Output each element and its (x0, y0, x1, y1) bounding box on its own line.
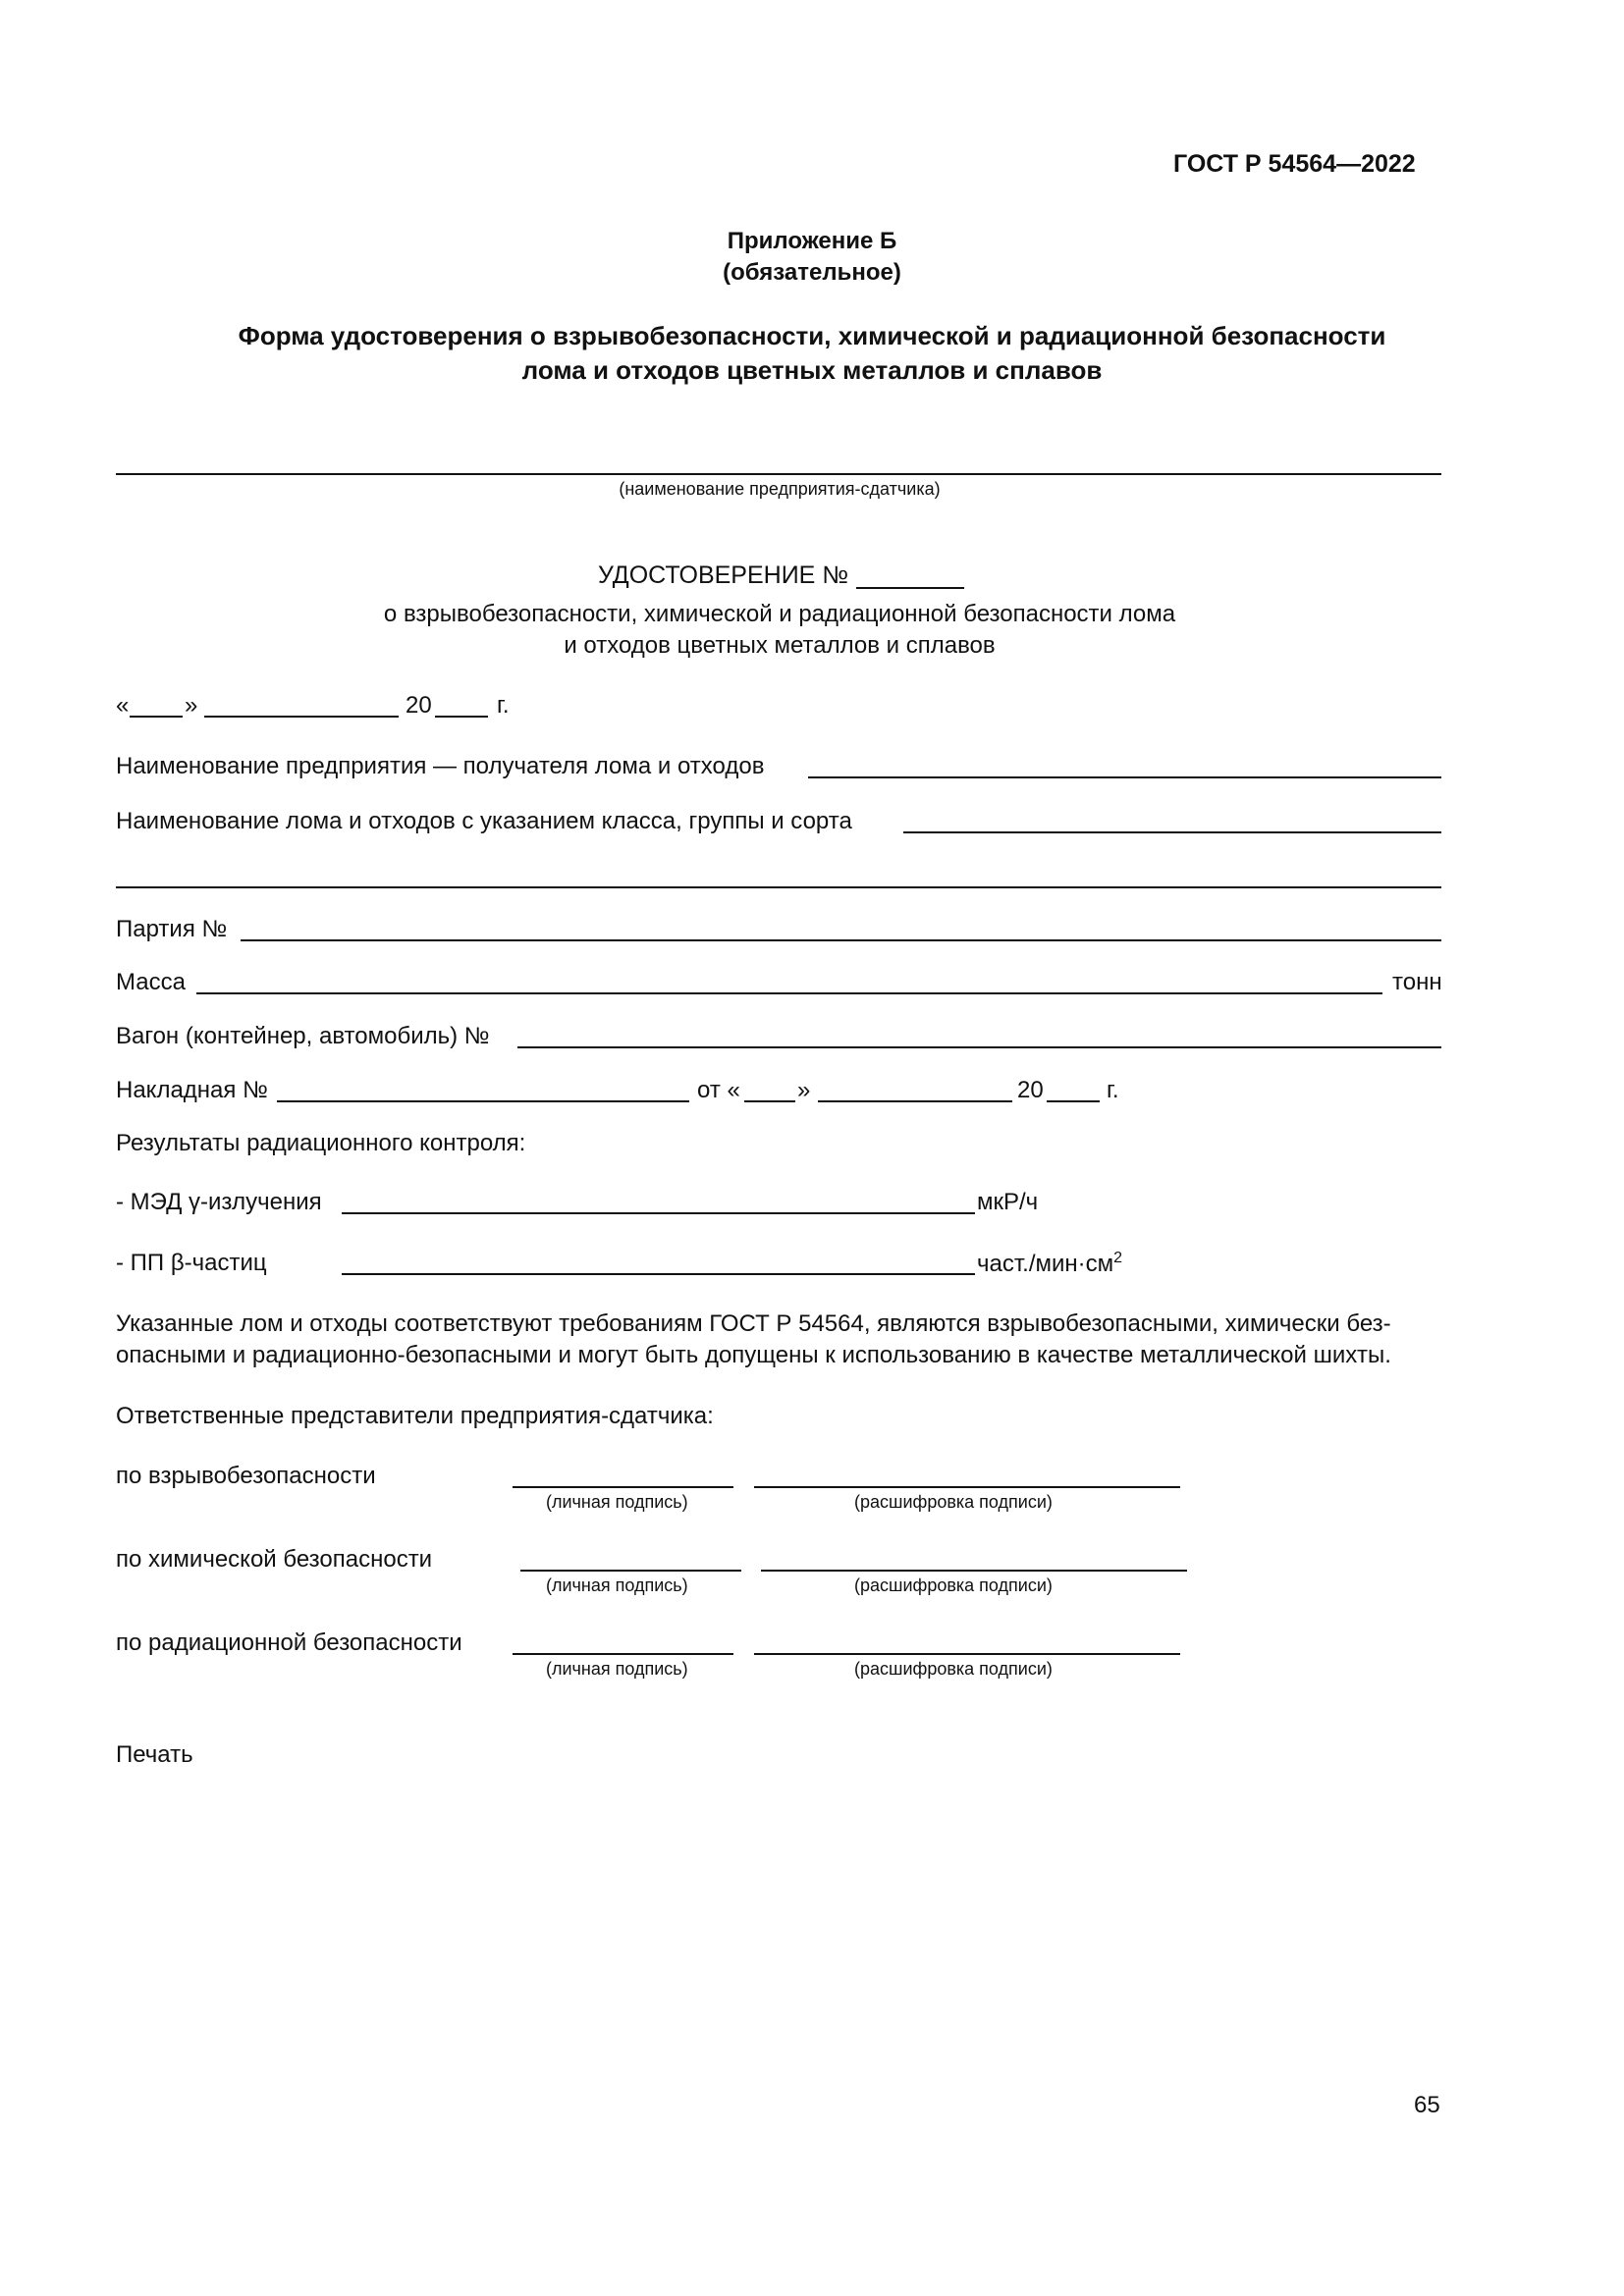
invoice-number-line[interactable] (277, 1100, 689, 1102)
mass-label: Масса (116, 969, 186, 995)
beta-label: - ПП β-частиц (116, 1250, 267, 1276)
date-year-suffix: г. (497, 692, 510, 719)
gamma-unit: мкР/ч (977, 1189, 1039, 1215)
signature-line[interactable] (513, 1653, 733, 1655)
batch-label: Партия № (116, 916, 228, 942)
batch-line[interactable] (241, 939, 1441, 941)
beta-line[interactable] (342, 1273, 975, 1275)
wagon-line[interactable] (517, 1046, 1441, 1048)
conformity-line1: Указанные лом и отходы соответствуют требованиям ГОСТ Р 54564, являются взрывобезопасными, химически без- (116, 1310, 1391, 1337)
supplier-caption: (наименование предприятия-сдатчика) (619, 479, 941, 499)
signature-caption: (личная подпись) (546, 1575, 688, 1595)
form-title-line2: лома и отходов цветных металлов и сплавов (521, 355, 1103, 385)
recipient-label: Наименование предприятия — получателя лома и отходов (116, 753, 765, 779)
signature-caption: (личная подпись) (546, 1492, 688, 1512)
stamp-label: Печать (116, 1741, 193, 1768)
invoice-year-suffix: г. (1107, 1077, 1119, 1103)
signature-line[interactable] (520, 1570, 741, 1572)
supplier-name-line[interactable] (116, 473, 1441, 475)
date-quote-open: « (116, 692, 130, 719)
date-year-prefix: 20 (406, 692, 432, 719)
invoice-year-line[interactable] (1047, 1100, 1100, 1102)
representatives-title: Ответственные представители предприятия-сдатчика: (116, 1403, 714, 1429)
radiation-title: Результаты радиационного контроля: (116, 1130, 526, 1156)
decode-caption: (расшифровка подписи) (854, 1492, 1053, 1512)
form-title-line1: Форма удостоверения о взрывобезопасности, химической и радиационной безопасности (238, 321, 1386, 350)
invoice-label: Накладная № (116, 1077, 268, 1103)
conformity-line2: опасными и радиационно-безопасными и могут быть допущены к использованию в качестве металлической шихты. (116, 1342, 1391, 1368)
rep-label-radiation: по радиационной безопасности (116, 1629, 462, 1656)
scrap-name-line[interactable] (903, 831, 1441, 833)
decode-caption: (расшифровка подписи) (854, 1659, 1053, 1679)
decode-line[interactable] (754, 1486, 1180, 1488)
rep-label-explosion: по взрывобезопасности (116, 1463, 376, 1489)
invoice-from: от « (697, 1077, 740, 1103)
scrap-name-line-2[interactable] (116, 886, 1441, 888)
mass-unit: тонн (1392, 969, 1442, 995)
standard-number: ГОСТ Р 54564—2022 (1173, 150, 1416, 178)
beta-unit-text: част./мин·см (977, 1251, 1114, 1277)
beta-unit (977, 1250, 1122, 1278)
certificate-number-line[interactable] (856, 587, 964, 589)
rep-label-chemical: по химической безопасности (116, 1546, 433, 1573)
signature-line[interactable] (513, 1486, 733, 1488)
appendix-status: (обязательное) (723, 259, 901, 286)
gamma-line[interactable] (342, 1212, 975, 1214)
date-year-line[interactable] (435, 716, 488, 718)
scrap-name-label: Наименование лома и отходов с указанием класса, группы и сорта (116, 808, 852, 834)
decode-line[interactable] (754, 1653, 1180, 1655)
certificate-heading: УДОСТОВЕРЕНИЕ № (598, 561, 849, 589)
page-number: 65 (1414, 2092, 1440, 2118)
decode-caption: (расшифровка подписи) (854, 1575, 1053, 1595)
decode-line[interactable] (761, 1570, 1187, 1572)
certificate-subtitle-1: о взрывобезопасности, химической и радиационной безопасности лома (383, 601, 1176, 627)
beta-unit-sup: 2 (1113, 1250, 1123, 1266)
gamma-label: - МЭД γ-излучения (116, 1189, 322, 1215)
date-quote-close: » (185, 692, 198, 719)
invoice-day-line[interactable] (744, 1100, 795, 1102)
mass-line[interactable] (196, 992, 1382, 994)
date-day-line[interactable] (130, 716, 183, 718)
date-month-line[interactable] (204, 716, 399, 718)
signature-caption: (личная подпись) (546, 1659, 688, 1679)
recipient-line[interactable] (808, 776, 1441, 778)
certificate-subtitle-2: и отходов цветных металлов и сплавов (564, 632, 996, 659)
appendix-title: Приложение Б (727, 228, 897, 254)
invoice-year-prefix: 20 (1017, 1077, 1044, 1103)
wagon-label: Вагон (контейнер, автомобиль) № (116, 1023, 490, 1049)
invoice-month-line[interactable] (818, 1100, 1012, 1102)
invoice-quote-close: » (797, 1077, 811, 1103)
